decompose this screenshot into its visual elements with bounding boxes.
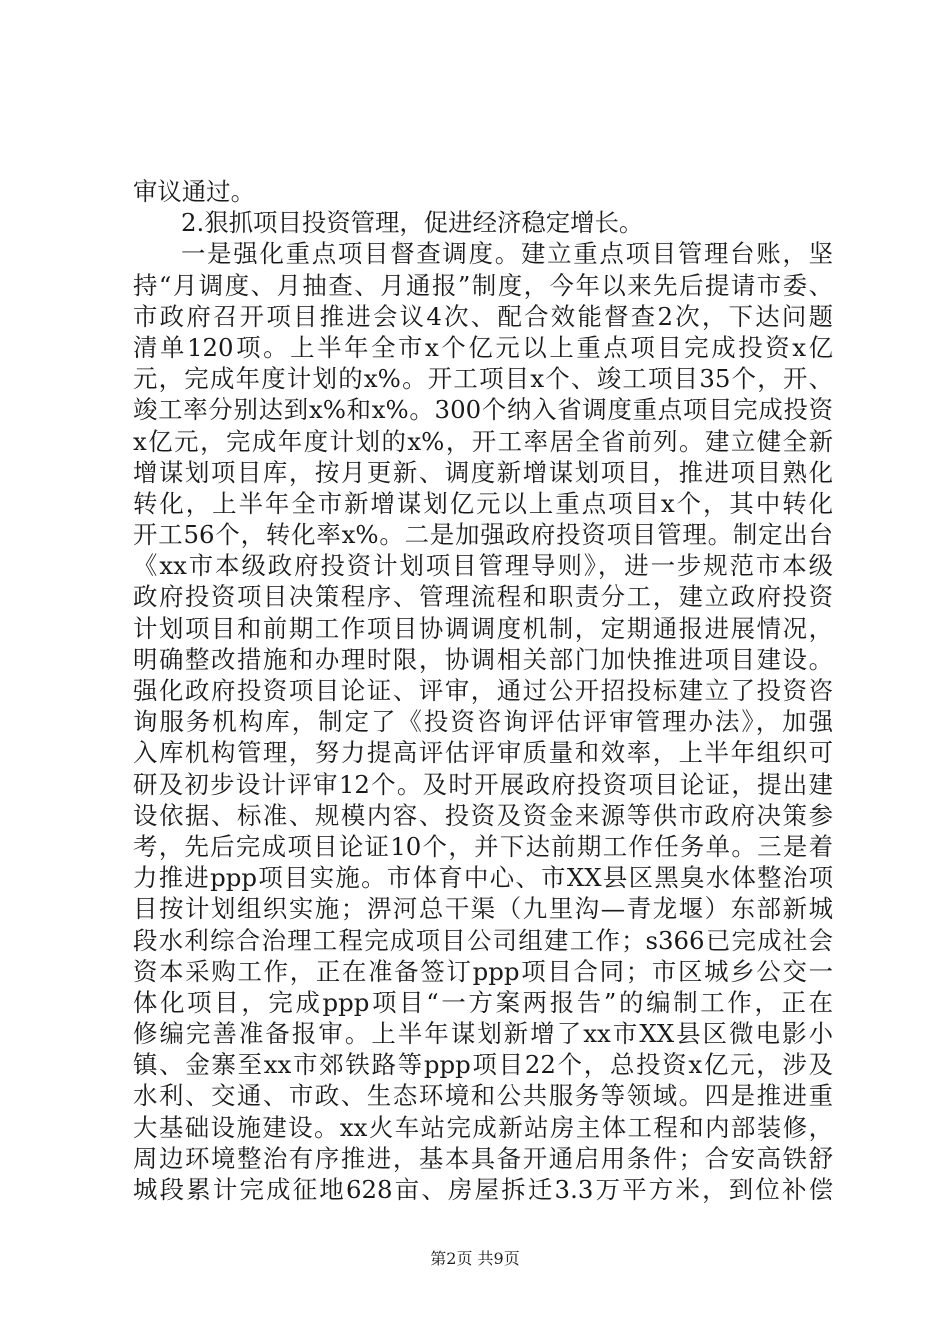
text-line: 研及初步设计评审12个。及时开展政府投资项目论证，提出建 bbox=[133, 769, 833, 799]
text-line: 一是强化重点项目督查调度。建立重点项目管理台账，坚 bbox=[181, 239, 833, 269]
text-line: 转化，上半年全市新增谋划亿元以上重点项目x个，其中转化 bbox=[133, 488, 833, 518]
text-line: 询服务机构库，制定了《投资咨询评估评审管理办法》，加强 bbox=[133, 707, 833, 737]
text-line: 审议通过。 bbox=[133, 177, 255, 206]
text-line: 大基础设施建设。xx火车站完成新站房主体工程和内部装修， bbox=[133, 1112, 833, 1142]
text-line: 城段累计完成征地628亩、房屋拆迁3.3万平方米，到位补偿 bbox=[133, 1175, 833, 1204]
text-line: 设依据、标准、规模内容、投资及资金来源等供市政府决策参 bbox=[133, 800, 833, 830]
text-line: 政府投资项目决策程序、管理流程和职责分工，建立政府投资 bbox=[133, 582, 833, 612]
text-line: 周边环境整治有序推进，基本具备开通启用条件；合安高铁舒 bbox=[133, 1143, 833, 1173]
text-line: 元，完成年度计划的x%。开工项目x个、竣工项目35个，开、 bbox=[133, 364, 833, 394]
text-line: 镇、金寨至xx市郊铁路等ppp项目22个，总投资x亿元，涉及 bbox=[133, 1050, 833, 1080]
text-line: 持“月调度、月抽查、月通报”制度，今年以来先后提请市委、 bbox=[133, 270, 833, 300]
text-line: 水利、交通、市政、生态环境和公共服务等领域。四是推进重 bbox=[133, 1081, 833, 1111]
text-line: 增谋划项目库，按月更新、调度新增谋划项目，推进项目熟化 bbox=[133, 457, 833, 487]
text-line: 清单120项。上半年全市x个亿元以上重点项目完成投资x亿 bbox=[133, 332, 833, 362]
text-line: 入库机构管理，努力提高评估评审质量和效率，上半年组织可 bbox=[133, 738, 833, 768]
text-line: 明确整改措施和办理时限，协调相关部门加快推进项目建设。 bbox=[133, 644, 833, 674]
text-line: 计划项目和前期工作项目协调调度机制，定期通报进展情况， bbox=[133, 613, 833, 643]
text-line: 段水利综合治理工程完成项目公司组建工作；s366已完成社会 bbox=[133, 925, 833, 955]
text-line: 竣工率分别达到x%和x%。300个纳入省调度重点项目完成投资 bbox=[133, 395, 833, 425]
text-line: 考，先后完成项目论证10个，并下达前期工作任务单。三是着 bbox=[133, 831, 833, 861]
text-line: 目按计划组织实施；淠河总干渠（九里沟—青龙堰）东部新城 bbox=[133, 894, 833, 924]
text-line: 资本采购工作，正在准备签订ppp项目合同；市区城乡公交一 bbox=[133, 956, 833, 986]
text-line: 开工56个，转化率x%。二是加强政府投资项目管理。制定出台 bbox=[133, 520, 833, 550]
page-number-footer: 第2页 共9页 bbox=[430, 1249, 520, 1268]
text-line: 修编完善准备报审。上半年谋划新增了xx市XX县区微电影小 bbox=[133, 1019, 833, 1049]
text-line: 强化政府投资项目论证、评审，通过公开招投标建立了投资咨 bbox=[133, 676, 833, 705]
text-line: x亿元，完成年度计划的x%，开工率居全省前列。建立健全新 bbox=[133, 426, 833, 456]
document-body bbox=[133, 176, 833, 1205]
text-line: 市政府召开项目推进会议4次、配合效能督查2次，下达问题 bbox=[133, 301, 833, 331]
text-line: 力推进ppp项目实施。市体育中心、市XX县区黑臭水体整治项 bbox=[133, 863, 833, 893]
text-line: 《xx市本级政府投资计划项目管理导则》，进一步规范市本级 bbox=[133, 551, 833, 581]
section-heading: 2.狠抓项目投资管理，促进经济稳定增长。 bbox=[181, 208, 644, 238]
text-line: 体化项目，完成ppp项目“一方案两报告”的编制工作，正在 bbox=[133, 987, 833, 1017]
